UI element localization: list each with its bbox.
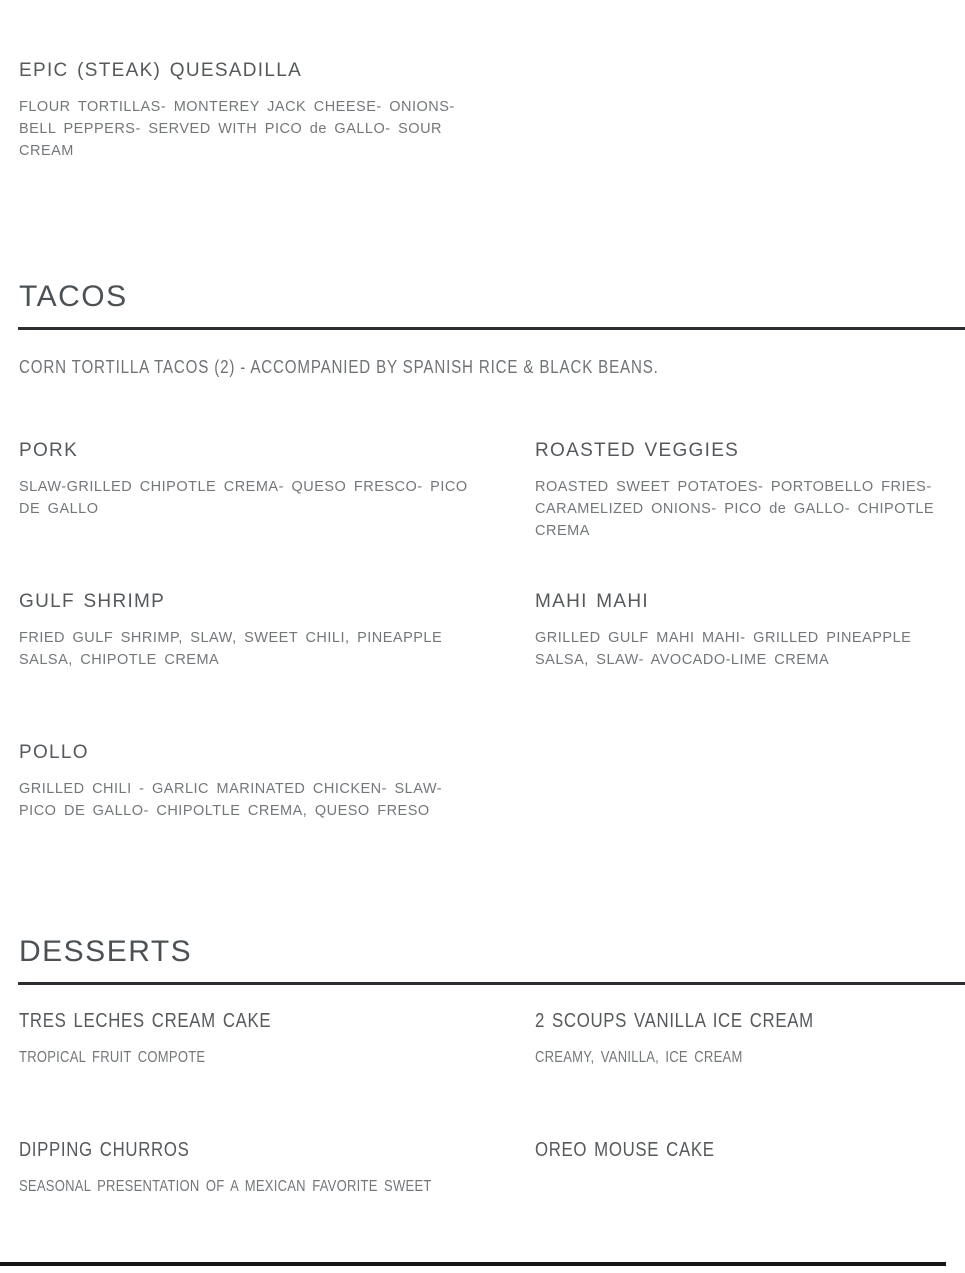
menu-item-pollo	[19, 742, 535, 822]
section-note-text: CORN TORTILLA TACOS (2) - ACCOMPANIED BY SPANISH RICE & BLACK BEANS.	[19, 357, 659, 377]
menu-item-description: FLOUR TORTILLAS- MONTEREY JACK CHEESE- ONIONS- BELL PEPPERS- SERVED WITH PICO de GALLO- SOUR CREAM	[19, 99, 455, 159]
menu-item-dipping-churros	[19, 1139, 535, 1198]
section-note-tacos	[19, 357, 965, 378]
menu-item-description: SLAW-GRILLED CHIPOTLE CREMA- QUESO FRESCO- PICO DE GALLO	[19, 479, 468, 517]
menu-item-description: ROASTED SWEET POTATOES- PORTOBELLO FRIES- CARAMELIZED ONIONS- PICO de GALLO- CHIPOTLE CREMA	[535, 479, 935, 539]
menu-item-name: POLLO	[19, 742, 89, 763]
menu-item-name: GULF SHRIMP	[19, 591, 166, 612]
section-divider	[18, 327, 965, 330]
section-divider	[18, 982, 965, 985]
menu-item-name: 2 SCOUPS VANILLA ICE CREAM	[535, 1010, 814, 1032]
section-tacos	[19, 280, 965, 893]
menu-item-description: SEASONAL PRESENTATION OF A MEXICAN FAVORITE SWEET	[19, 1178, 432, 1195]
menu-item-description: CREAMY, VANILLA, ICE CREAM	[535, 1049, 743, 1066]
menu-item-name: TRES LECHES CREAM CAKE	[19, 1010, 272, 1032]
menu-item-name: EPIC (STEAK) QUESADILLA	[19, 60, 303, 81]
menu-item-quesadilla	[19, 0, 965, 162]
menu-item-description: FRIED GULF SHRIMP, SLAW, SWEET CHILI, PINEAPPLE SALSA, CHIPOTLE CREMA	[19, 630, 443, 668]
menu-item-name: MAHI MAHI	[535, 591, 649, 612]
menu-item-pork	[19, 440, 535, 520]
menu-item-description: GRILLED CHILI - GARLIC MARINATED CHICKEN- SLAW- PICO DE GALLO- CHIPOLTLE CREMA, QUESO FRESO	[19, 781, 443, 819]
menu-item-vanilla-ice-cream	[535, 1010, 965, 1069]
section-desserts	[19, 935, 965, 1268]
menu-item-tres-leches	[19, 1010, 535, 1069]
menu-item-mahi-mahi	[535, 591, 965, 671]
menu-item-name: OREO MOUSE CAKE	[535, 1139, 715, 1161]
menu-item-name: ROASTED VEGGIES	[535, 440, 740, 461]
menu-item-name: DIPPING CHURROS	[19, 1139, 190, 1161]
menu-item-roasted-veggies	[535, 440, 965, 542]
menu-item-oreo-mouse-cake	[535, 1139, 965, 1162]
tacos-item-grid	[19, 440, 965, 893]
menu-item-description: TROPICAL FRUIT COMPOTE	[19, 1049, 206, 1066]
page-bottom-border	[0, 1262, 946, 1266]
menu-item-description: GRILLED GULF MAHI MAHI- GRILLED PINEAPPLE SALSA, SLAW- AVOCADO-LIME CREMA	[535, 630, 912, 668]
desserts-item-grid	[19, 1010, 965, 1268]
menu-item-gulf-shrimp	[19, 591, 535, 671]
section-title-desserts: DESSERTS	[19, 935, 193, 968]
section-title-tacos: TACOS	[19, 280, 128, 313]
menu-item-name: PORK	[19, 440, 79, 461]
